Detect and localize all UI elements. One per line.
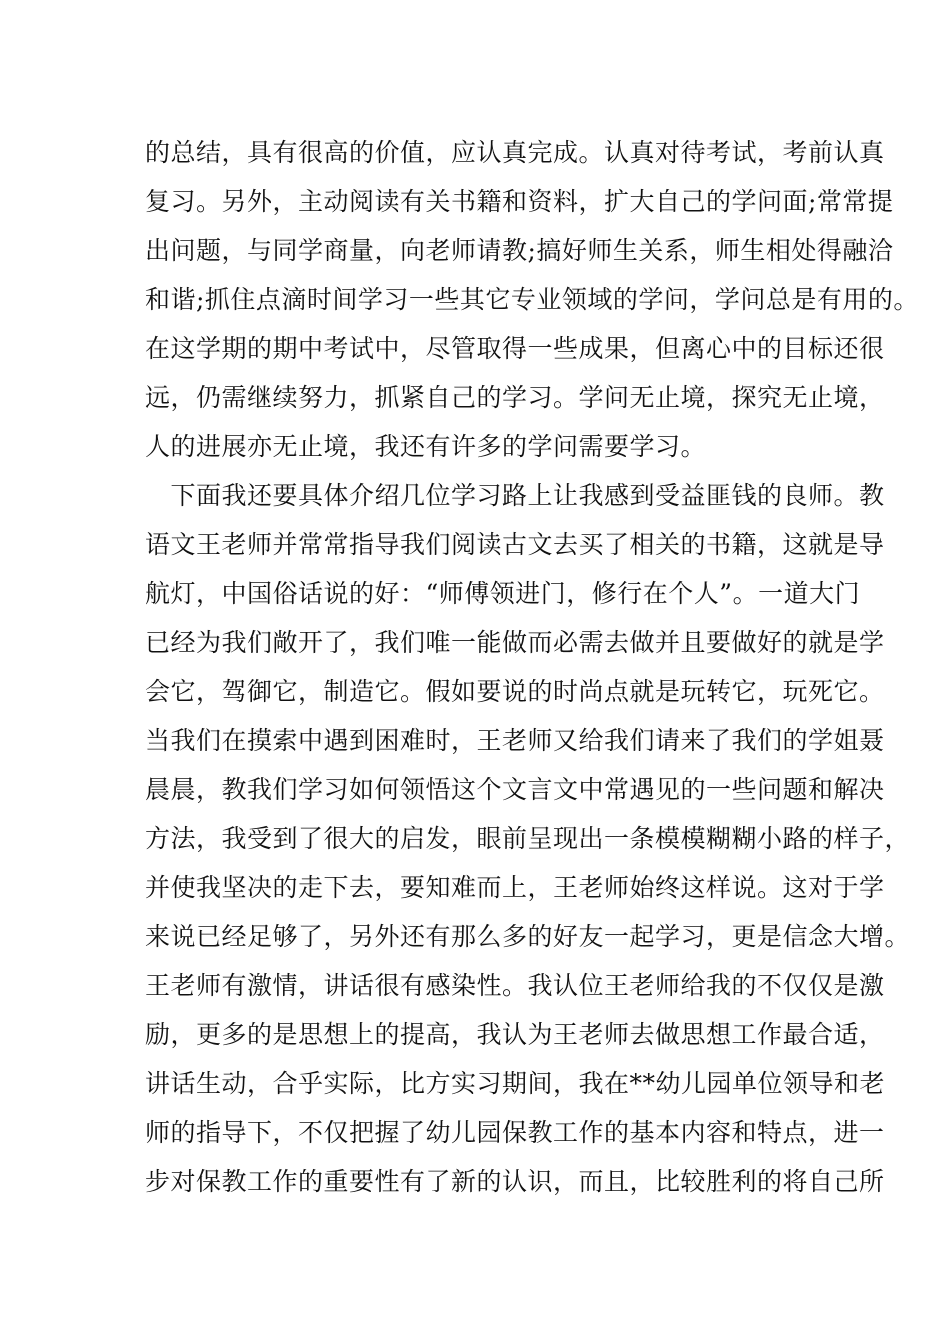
text-line: 语文王老师并常常指导我们阅读古文去买了相关的书籍，这就是导 xyxy=(145,530,885,559)
text-line: 的总结，具有很高的价值，应认真完成。认真对待考试，考前认真 xyxy=(145,138,885,167)
text-line: 远，仍需继续努力，抓紧自己的学习。学问无止境，探究无止境， xyxy=(145,383,885,412)
text-line: 师的指导下，不仅把握了幼儿园保教工作的基本内容和特点，进一 xyxy=(145,1118,885,1147)
text-line: 出问题，与同学商量，向老师请教;搞好师生关系，师生相处得融洽 xyxy=(145,236,894,265)
text-line: 晨晨，教我们学习如何领悟这个文言文中常遇见的一些问题和解决 xyxy=(145,775,885,804)
text-line: 会它，驾御它，制造它。假如要说的时尚点就是玩转它，玩死它。 xyxy=(145,677,885,706)
text-line: 已经为我们敞开了，我们唯一能做而必需去做并且要做好的就是学 xyxy=(145,628,885,657)
text-line: 航灯，中国俗话说的好：“师傅领进门，修行在个人”。一道大门 xyxy=(145,579,861,608)
text-line: 和谐;抓住点滴时间学习一些其它专业领域的学问，学问总是有用的。 xyxy=(145,285,919,314)
text-line: 讲话生动，合乎实际，比方实习期间，我在**幼儿园单位领导和老 xyxy=(145,1069,886,1098)
text-line: 人的进展亦无止境，我还有许多的学问需要学习。 xyxy=(145,432,707,461)
text-line: 下面我还要具体介绍几位学习路上让我感到受益匪钱的良师。教 xyxy=(145,481,885,510)
text-line: 在这学期的期中考试中，尽管取得一些成果，但离心中的目标还很 xyxy=(145,334,885,363)
text-line: 步对保教工作的重要性有了新的认识，而且，比较胜利的将自己所 xyxy=(145,1167,885,1196)
body-text xyxy=(145,128,919,1206)
text-line: 来说已经足够了，另外还有那么多的好友一起学习，更是信念大增。 xyxy=(145,922,911,951)
text-line: 方法，我受到了很大的启发，眼前呈现出一条模模糊糊小路的样子， xyxy=(145,824,911,853)
text-line: 王老师有激情，讲话很有感染性。我认位王老师给我的不仅仅是激 xyxy=(145,971,885,1000)
text-line: 当我们在摸索中遇到困难时，王老师又给我们请来了我们的学姐聂 xyxy=(145,726,885,755)
text-line: 复习。另外，主动阅读有关书籍和资料，扩大自己的学问面;常常提 xyxy=(145,187,894,216)
text-line: 并使我坚决的走下去，要知难而上，王老师始终这样说。这对于学 xyxy=(145,873,885,902)
text-line: 励，更多的是思想上的提高，我认为王老师去做思想工作最合适， xyxy=(145,1020,885,1049)
